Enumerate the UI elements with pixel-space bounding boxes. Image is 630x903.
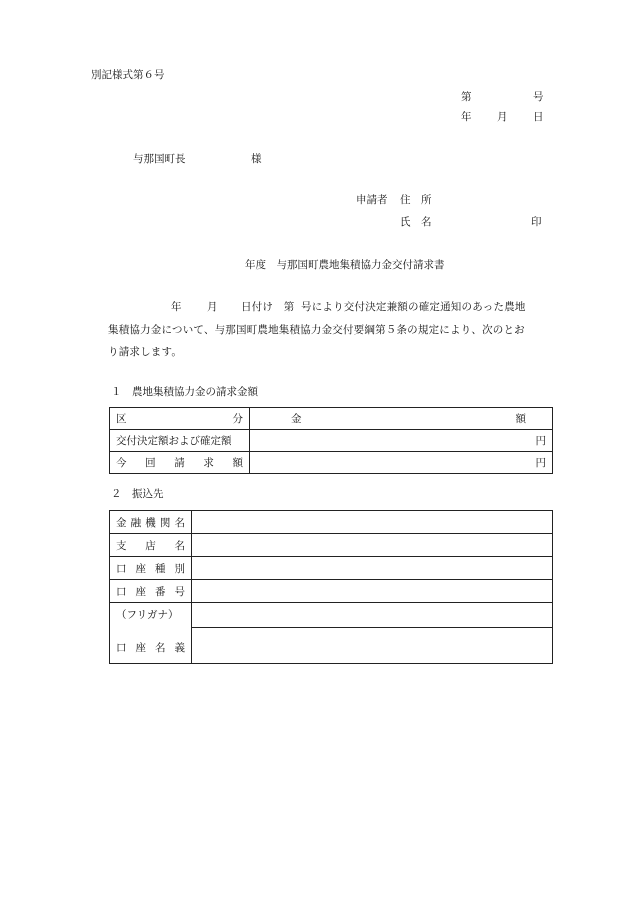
bank-table bbox=[109, 510, 553, 664]
addressee-name: 与那国町長 bbox=[133, 153, 186, 165]
body-day-ref: 日付け 第 bbox=[241, 301, 295, 313]
amount-table bbox=[109, 407, 553, 474]
branch-name-field bbox=[192, 534, 553, 557]
label-branch-name: 支 店 名 bbox=[110, 534, 192, 557]
label-account-type: 口 座 種 別 bbox=[110, 557, 192, 580]
date-day: 日 bbox=[533, 111, 544, 123]
row-label-current-request: 今 回 請 求 額 bbox=[110, 452, 250, 474]
table-row bbox=[110, 580, 553, 603]
furigana-label: （フリガナ） bbox=[116, 609, 179, 621]
applicant-name-label: 氏 名 bbox=[400, 216, 432, 228]
header-amount: 金 額 bbox=[250, 408, 553, 430]
section2-heading: ２ 振込先 bbox=[111, 488, 164, 500]
account-type-field bbox=[192, 557, 553, 580]
table-row bbox=[110, 603, 553, 628]
furigana-field bbox=[192, 603, 553, 628]
row-label-decided-amount: 交付決定額および確定額 bbox=[110, 430, 250, 452]
yen-unit: 円 bbox=[250, 430, 553, 452]
body-line1-rest: 号により交付決定兼額の確定通知のあった農地 bbox=[301, 301, 526, 313]
date-month: 月 bbox=[497, 111, 508, 123]
table-row bbox=[110, 534, 553, 557]
body-month: 月 bbox=[207, 301, 218, 313]
label-account-holder: （フリガナ） 口 座 名 義 bbox=[110, 603, 192, 664]
amount-table-header bbox=[110, 408, 553, 430]
table-row bbox=[110, 557, 553, 580]
document-title: 年度 与那国町農地集積協力金交付請求書 bbox=[245, 259, 445, 271]
yen-unit: 円 bbox=[250, 452, 553, 474]
body-line3: り請求します。 bbox=[108, 346, 183, 358]
seal-mark: 印 bbox=[531, 216, 542, 228]
body-year: 年 bbox=[171, 301, 182, 313]
applicant-address-label: 住 所 bbox=[400, 194, 432, 206]
request-body bbox=[108, 296, 556, 364]
addressee-honorific: 様 bbox=[251, 153, 262, 165]
table-row bbox=[110, 430, 553, 452]
doc-number-dai: 第 bbox=[461, 91, 472, 103]
form-number: 別記様式第６号 bbox=[91, 69, 165, 81]
table-row bbox=[110, 452, 553, 474]
date-year: 年 bbox=[461, 111, 472, 123]
label-bank-name: 金 融 機 関 名 bbox=[110, 511, 192, 534]
doc-number-gou: 号 bbox=[533, 91, 544, 103]
header-category: 区 分 bbox=[110, 408, 250, 430]
section1-heading: １ 農地集積協力金の請求金額 bbox=[111, 386, 258, 398]
label-account-number: 口 座 番 号 bbox=[110, 580, 192, 603]
table-row bbox=[110, 511, 553, 534]
account-number-field bbox=[192, 580, 553, 603]
body-line2: 集積協力金について、与那国町農地集積協力金交付要綱第５条の規定により、次のとお bbox=[108, 323, 525, 336]
bank-name-field bbox=[192, 511, 553, 534]
applicant-label: 申請者 bbox=[356, 194, 388, 206]
account-holder-field bbox=[192, 627, 553, 663]
